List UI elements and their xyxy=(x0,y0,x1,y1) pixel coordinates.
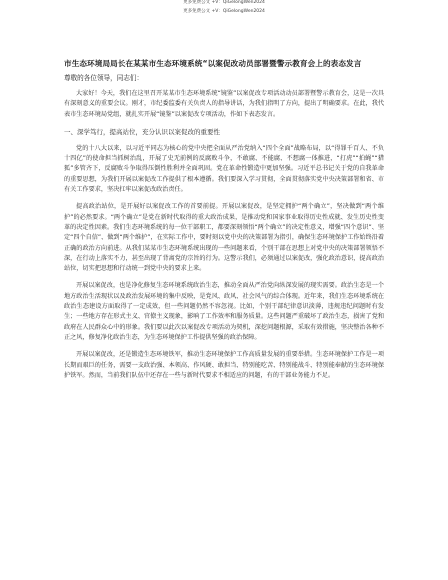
header-line-2: 更多免费公文 +V：QiGelongWen2024 xyxy=(183,9,265,14)
paragraph-3: 开展以案促改，也是净化修复生态环境系统政治生态，推动全面从严治党向纵深发展的现实需要。政治生态是一个地方政治生活现状以及政治发展环境的集中反映，是党风、政风、社会风气的综合体现。近年来，我们生态环境系统在政治生态建设方面取得了一定成效，但一些问题仍然不容忽视。比如，个别干部纪律意识淡薄，违规违纪问题时有发生；一些地方存在形式主义、官僚主义现象，影响了工作效率和服务质量。这些问题严重破坏了政治生态，损害了党和政府在人民群众心中的形象。我们要以此次以案促改专项活动为契机，深挖问题根源，采取有效措施，坚决整治各种不正之风，修复净化政治生态，为生态环境保护工作提供坚强的政治保障。 xyxy=(64,282,384,341)
salutation: 尊敬的各位领导，同志们： xyxy=(64,74,144,82)
paragraph-intro: 大家好！今天，我们在这里召开某某市生态环境系统“镜鉴”以案促改专项活动动员部署暨警示教育会，这是一次具有深刻意义的重要会议。刚才，市纪委监委有关负责人的指导讲话，为我们指明了方向，提出了明确要求。在此，我代表市生态环境局党组，就扎实开展“镜鉴”以案促改专项活动，作如下表态发言。 xyxy=(64,90,384,118)
header-line-1: 更多免费公文 +V：QiGelongWen2024 xyxy=(183,0,265,5)
section-heading-1: 一、深学笃行，提高站位，充分认识以案促改的重要性 xyxy=(64,127,220,136)
document-title: 市生态环境局局长在某某市生态环境系统“以案促改动员部署暨警示教育会上的表态发言 xyxy=(64,59,362,68)
paragraph-1: 党的十八大以来，以习近平同志为核心的党中央把全面从严治党纳入“四个全面”战略布局，以“得罪千百人、不负十四亿”的使命担当抓树治乱，开展了史无前例的反腐败斗争，不敢腐、不能腐、不想腐一体推进，“打虎”“拍蝇”“猎狐”多管齐下，反腐败斗争取得压倒性胜利并全面巩固。党在革命性锻造中更加坚强。习近平总书记关于党的自我革命的重要思想，为我们开展以案促改工作提供了根本遵循。我们要深入学习贯彻，全面贯彻落实党中央决策部署和省、市有关工作要求，坚决扛牢以案促改政治责任。 xyxy=(64,144,384,194)
paragraph-4: 开展以案促改，还是锻造生态环境铁军，推动生态环境保护工作高质量发展的重要举措。生态环境保护工作是一项长期而艰巨的任务，需要一支政治强、本领高、作风硬、敢担当、特别能吃苦、特别能战斗、特别能奉献的生态环境保护铁军。然而，当前我们队伍中还存在一些与新时代要求不相适应的问题，有的干部业务能力不足。 xyxy=(64,351,384,379)
paragraph-2: 提高政治站位，是开展好以案促改工作的首要前提。开展以案促改，是坚定拥护“两个确立”，坚决做到“两个维护”的必然要求。“两个确立”是党在新时代取得的重大政治成果，是推动党和国家事业取得历史性成就、发生历史性变革的决定性因素。我们生态环境系统的每一位干部职工，都要深刻领悟“两个确立”的决定性意义，增强“四个意识”、坚定“四个自信”、做到“两个维护”，在实际工作中，要时刻以党中央的决策部署为指引，确保生态环境保护工作始终沿着正确的政治方向前进。从我们某某市生态环境系统出现的一些问题来看，个别干部在思想上对党中央的决策部署领悟不深，在行动上落实不力，甚至出现了背离党的宗旨的行为。这警示我们，必须通过以案促改，强化政治意识，提高政治站位，切实把思想和行动统一到党中央的要求上来。 xyxy=(64,203,384,273)
document-body xyxy=(64,58,384,388)
